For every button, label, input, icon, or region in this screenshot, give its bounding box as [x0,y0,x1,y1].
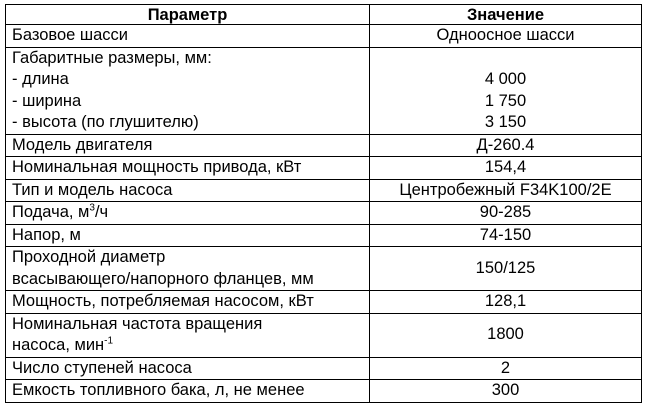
param-dimensions-width: - ширина [12,91,82,110]
table-row [6,202,642,225]
param-pump-power: Мощность, потребляемая насосом, кВт [6,291,370,314]
value-width: 1 750 [484,91,527,110]
value-head: 74-150 [370,224,642,247]
table-row [6,247,642,291]
value-pump-type: Центробежный F34K100/2E [370,179,642,202]
value-base-chassis: Одноосное шасси [370,25,642,48]
table-row [6,313,642,357]
value-engine-model: Д-260.4 [370,134,642,157]
param-drive-power: Номинальная мощность привода, кВт [6,157,370,180]
param-dimensions-length: - длина [12,70,69,88]
param-rotation-frequency: Номинальная частота вращения насоса, мин$^{-1}$ [6,313,370,357]
table-row [6,291,642,314]
table-header-row [6,5,642,25]
value-height: 3 150 [484,113,527,131]
table-row [6,134,642,157]
param-dimensions-title: Габаритные размеры, мм: [12,48,212,67]
value-flow-rate: 90-285 [370,202,642,225]
param-flow-rate: Подача, $м^3/ч$ [6,202,370,225]
param-head: Напор, м [6,224,370,247]
header-value: Значение [370,5,642,25]
table-row [6,224,642,247]
param-pump-type: Тип и модель насоса [6,179,370,202]
value-drive-power: 154,4 [370,157,642,180]
table-row [6,47,642,134]
param-fuel-tank: Емкость топливного бака, л, не менее [6,380,370,403]
param-dimensions [6,47,370,134]
value-pump-power: 128,1 [370,291,642,314]
value-rotation-frequency: 1800 [370,313,642,357]
param-flange-diameter: Проходной диаметр всасывающего/напорного фланцев, мм [6,247,370,291]
table-row [6,357,642,380]
value-fuel-tank: 300 [370,380,642,403]
param-engine-model: Модель двигателя [6,134,370,157]
header-parameter: Параметр [6,5,370,25]
param-pump-stages: Число ступеней насоса [6,357,370,380]
value-dimensions [370,47,642,134]
table-row [6,25,642,48]
value-pump-stages: 2 [370,357,642,380]
table-row [6,380,642,403]
table-row [6,157,642,180]
specifications-table [5,4,642,403]
param-base-chassis: Базовое шасси [6,25,370,48]
table-row [6,179,642,202]
value-length: 4 000 [484,70,527,88]
value-flange-diameter: 150/125 [370,247,642,291]
param-dimensions-height: - высота (по глушителю) [12,113,199,131]
